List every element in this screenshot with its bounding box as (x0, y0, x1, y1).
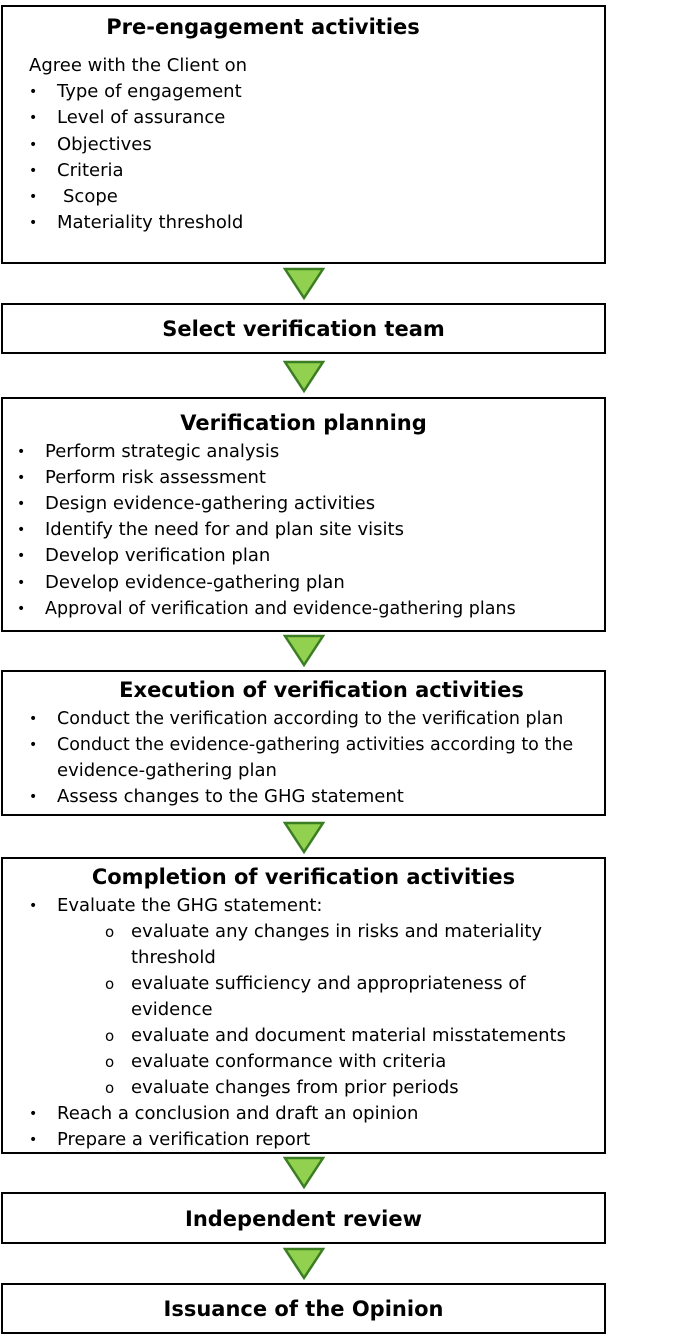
issuance-title: Issuance of the Opinion (163, 1297, 444, 1321)
planning-item: Perform strategic analysis (45, 441, 280, 462)
execution-title: Execution of verification activities (119, 678, 524, 702)
independent-review-box (1, 1192, 606, 1244)
planning-item: Perform risk assessment (45, 467, 266, 488)
bullet-icon: • (17, 444, 26, 460)
bullet-icon: • (29, 110, 38, 126)
sub-bullet-icon: o (105, 1027, 115, 1045)
bullet-icon: • (17, 522, 26, 538)
bullet-icon: • (29, 84, 38, 100)
completion-sub-item-continuation: threshold (131, 947, 216, 968)
bullet-icon: • (29, 1106, 38, 1122)
down-arrow-icon (283, 1156, 325, 1190)
completion-item: Reach a conclusion and draft an opinion (57, 1103, 419, 1124)
planning-title: Verification planning (180, 411, 427, 435)
pre-engagement-item: Objectives (57, 134, 152, 155)
completion-title: Completion of verification activities (91, 865, 516, 889)
execution-item: Assess changes to the GHG statement (57, 786, 404, 807)
bullet-icon: • (29, 1132, 38, 1148)
completion-sub-item-continuation: evidence (131, 999, 213, 1020)
pre-engagement-intro: Agree with the Client on (29, 55, 248, 76)
down-arrow-icon (283, 821, 325, 855)
planning-item: Develop evidence-gathering plan (45, 572, 345, 593)
bullet-icon: • (29, 137, 38, 153)
bullet-icon: • (17, 575, 26, 591)
completion-item: Evaluate the GHG statement: (57, 895, 323, 916)
planning-item: Design evidence-gathering activities (45, 493, 376, 514)
down-arrow-icon (283, 1247, 325, 1281)
pre-engagement-item: Type of engagement (57, 81, 242, 102)
execution-item: Conduct the evidence-gathering activities according to the (57, 735, 574, 755)
completion-box (1, 857, 606, 1154)
planning-item: Approval of verification and evidence-gathering plans (45, 599, 516, 619)
execution-item-continuation: evidence-gathering plan (57, 760, 277, 781)
bullet-icon: • (17, 548, 26, 564)
bullet-icon: • (29, 163, 38, 179)
pre-engagement-item: Scope (63, 186, 118, 207)
bullet-icon: • (17, 496, 26, 512)
bullet-icon: • (17, 470, 26, 486)
down-arrow-icon (283, 360, 325, 394)
sub-bullet-icon: o (105, 1079, 115, 1097)
planning-box (1, 397, 606, 632)
down-arrow-icon (283, 634, 325, 668)
pre-engagement-item: Materiality threshold (57, 212, 244, 233)
completion-sub-item: evaluate changes from prior periods (131, 1077, 459, 1098)
bullet-icon: • (29, 711, 38, 727)
sub-bullet-icon: o (105, 975, 115, 993)
bullet-icon: • (17, 601, 26, 617)
bullet-icon: • (29, 737, 38, 753)
pre-engagement-box (1, 5, 606, 264)
pre-engagement-item: Criteria (57, 160, 124, 181)
down-arrow-icon (283, 267, 325, 301)
pre-engagement-title: Pre-engagement activities (106, 15, 420, 39)
bullet-icon: • (29, 789, 38, 805)
execution-item: Conduct the verification according to the verification plan (57, 709, 564, 729)
execution-box (1, 670, 606, 816)
completion-sub-item: evaluate sufficiency and appropriateness of (131, 973, 526, 994)
bullet-icon: • (29, 215, 38, 231)
completion-sub-item: evaluate any changes in risks and materiality (131, 921, 543, 942)
completion-sub-item: evaluate conformance with criteria (131, 1051, 447, 1072)
sub-bullet-icon: o (105, 923, 115, 941)
bullet-icon: • (29, 898, 38, 914)
bullet-icon: • (29, 189, 38, 205)
select-team-title: Select verification team (162, 317, 445, 341)
planning-item: Develop verification plan (45, 545, 271, 566)
issuance-box (1, 1283, 606, 1334)
select-team-box (1, 303, 606, 354)
independent-review-title: Independent review (185, 1207, 422, 1231)
pre-engagement-item: Level of assurance (57, 107, 226, 128)
sub-bullet-icon: o (105, 1053, 115, 1071)
completion-item: Prepare a verification report (57, 1129, 311, 1150)
completion-sub-item: evaluate and document material misstatements (131, 1025, 566, 1046)
planning-item: Identify the need for and plan site visits (45, 519, 404, 540)
